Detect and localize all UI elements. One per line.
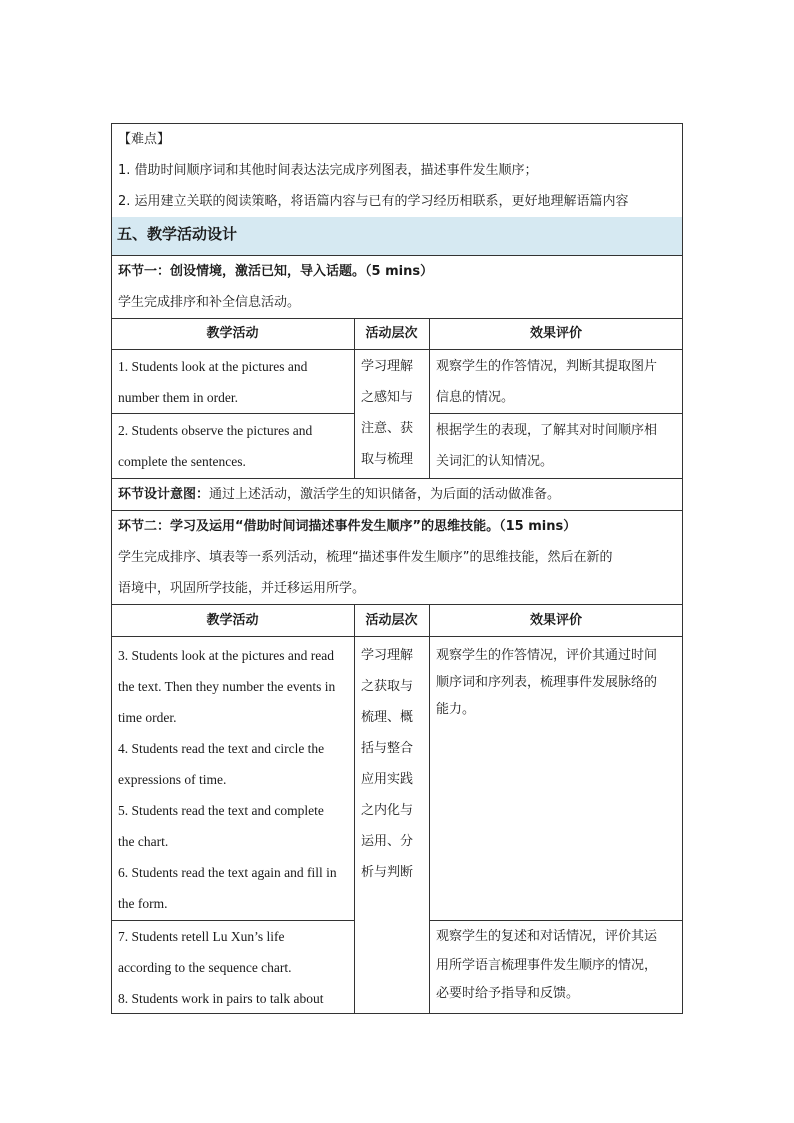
activity-text: according to the sequence chart. bbox=[118, 960, 292, 975]
column-header: 效果评价 bbox=[529, 613, 582, 628]
activity-text: time order. bbox=[118, 710, 177, 725]
stage-title: 环节一：创设情境，激活已知，导入话题。（5 mins） bbox=[118, 264, 434, 279]
column-header: 活动层次 bbox=[365, 326, 418, 341]
activity-text: 8. Students work in pairs to talk about bbox=[118, 991, 324, 1006]
cell-divider bbox=[429, 413, 683, 414]
row-divider bbox=[111, 636, 683, 637]
column-header: 教学活动 bbox=[206, 613, 259, 628]
difficulty-item: 1. 借助时间顺序词和其他时间表达法完成序列图表，描述事件发生顺序； bbox=[118, 163, 538, 178]
activity-text: 2. Students observe the pictures and bbox=[118, 423, 313, 438]
column-divider bbox=[354, 604, 355, 1014]
column-header: 效果评价 bbox=[529, 326, 582, 341]
stage-title: 环节二：学习及运用“借助时间词描述事件发生顺序”的思维技能。（15 mins） bbox=[118, 519, 577, 534]
activity-text: 6. Students read the text again and fill in bbox=[118, 865, 337, 880]
evaluation-text: 关词汇的认知情况。 bbox=[436, 454, 554, 469]
row-divider bbox=[111, 349, 683, 350]
stage-summary: 学生完成排序、填表等一系列活动，梳理“描述事件发生顺序”的思维技能，然后在新的 bbox=[118, 550, 613, 565]
evaluation-text: 观察学生的作答情况，评价其通过时间 bbox=[436, 648, 658, 663]
activity-text: the chart. bbox=[118, 834, 169, 849]
evaluation-text: 信息的情况。 bbox=[436, 390, 515, 405]
section-title: 五、教学活动设计 bbox=[117, 225, 238, 243]
activity-level: 学习理解 之获取与 梳理、概 括与整合 应用实践 之内化与 运用、分 析与判断 bbox=[361, 648, 414, 880]
activity-text: expressions of time. bbox=[118, 772, 227, 787]
activity-text: the form. bbox=[118, 896, 168, 911]
column-header: 教学活动 bbox=[206, 326, 259, 341]
evaluation-text: 能力。 bbox=[436, 702, 476, 717]
activity-text: complete the sentences. bbox=[118, 454, 246, 469]
evaluation-text: 观察学生的复述和对话情况，评价其运 bbox=[436, 929, 658, 944]
stage-summary: 语境中，巩固所学技能，并迁移运用所学。 bbox=[118, 581, 366, 596]
activity-text: number them in order. bbox=[118, 390, 238, 405]
activity-level: 学习理解 之感知与 注意、获 取与梳理 bbox=[361, 359, 414, 467]
activity-text: 4. Students read the text and circle the bbox=[118, 741, 325, 756]
activity-text: the text. Then they number the events in bbox=[118, 679, 336, 694]
cell-divider bbox=[111, 413, 354, 414]
evaluation-text: 用所学语言梳理事件发生顺序的情况， bbox=[436, 958, 658, 973]
column-header: 活动层次 bbox=[365, 613, 418, 628]
difficulty-item: 2. 运用建立关联的阅读策略，将语篇内容与已有的学习经历相联系，更好地理解语篇内容 bbox=[118, 194, 629, 209]
evaluation-text: 根据学生的表现，了解其对时间顺序相 bbox=[436, 423, 658, 438]
evaluation-text: 顺序词和序列表，梳理事件发展脉络的 bbox=[436, 675, 658, 690]
activity-text: 5. Students read the text and complete bbox=[118, 803, 324, 818]
activity-text: 3. Students look at the pictures and read bbox=[118, 648, 334, 663]
activity-text: 7. Students retell Lu Xun’s life bbox=[118, 929, 285, 944]
activity-text: 1. Students look at the pictures and bbox=[118, 359, 308, 374]
difficulty-heading: 【难点】 bbox=[118, 132, 171, 147]
design-intent: 环节设计意图：通过上述活动，激活学生的知识储备，为后面的活动做准备。 bbox=[118, 487, 561, 502]
evaluation-text: 观察学生的作答情况，判断其提取图片 bbox=[436, 359, 658, 374]
evaluation-text: 必要时给予指导和反馈。 bbox=[436, 986, 580, 1001]
column-divider bbox=[429, 604, 430, 1014]
stage-summary: 学生完成排序和补全信息活动。 bbox=[118, 295, 301, 310]
